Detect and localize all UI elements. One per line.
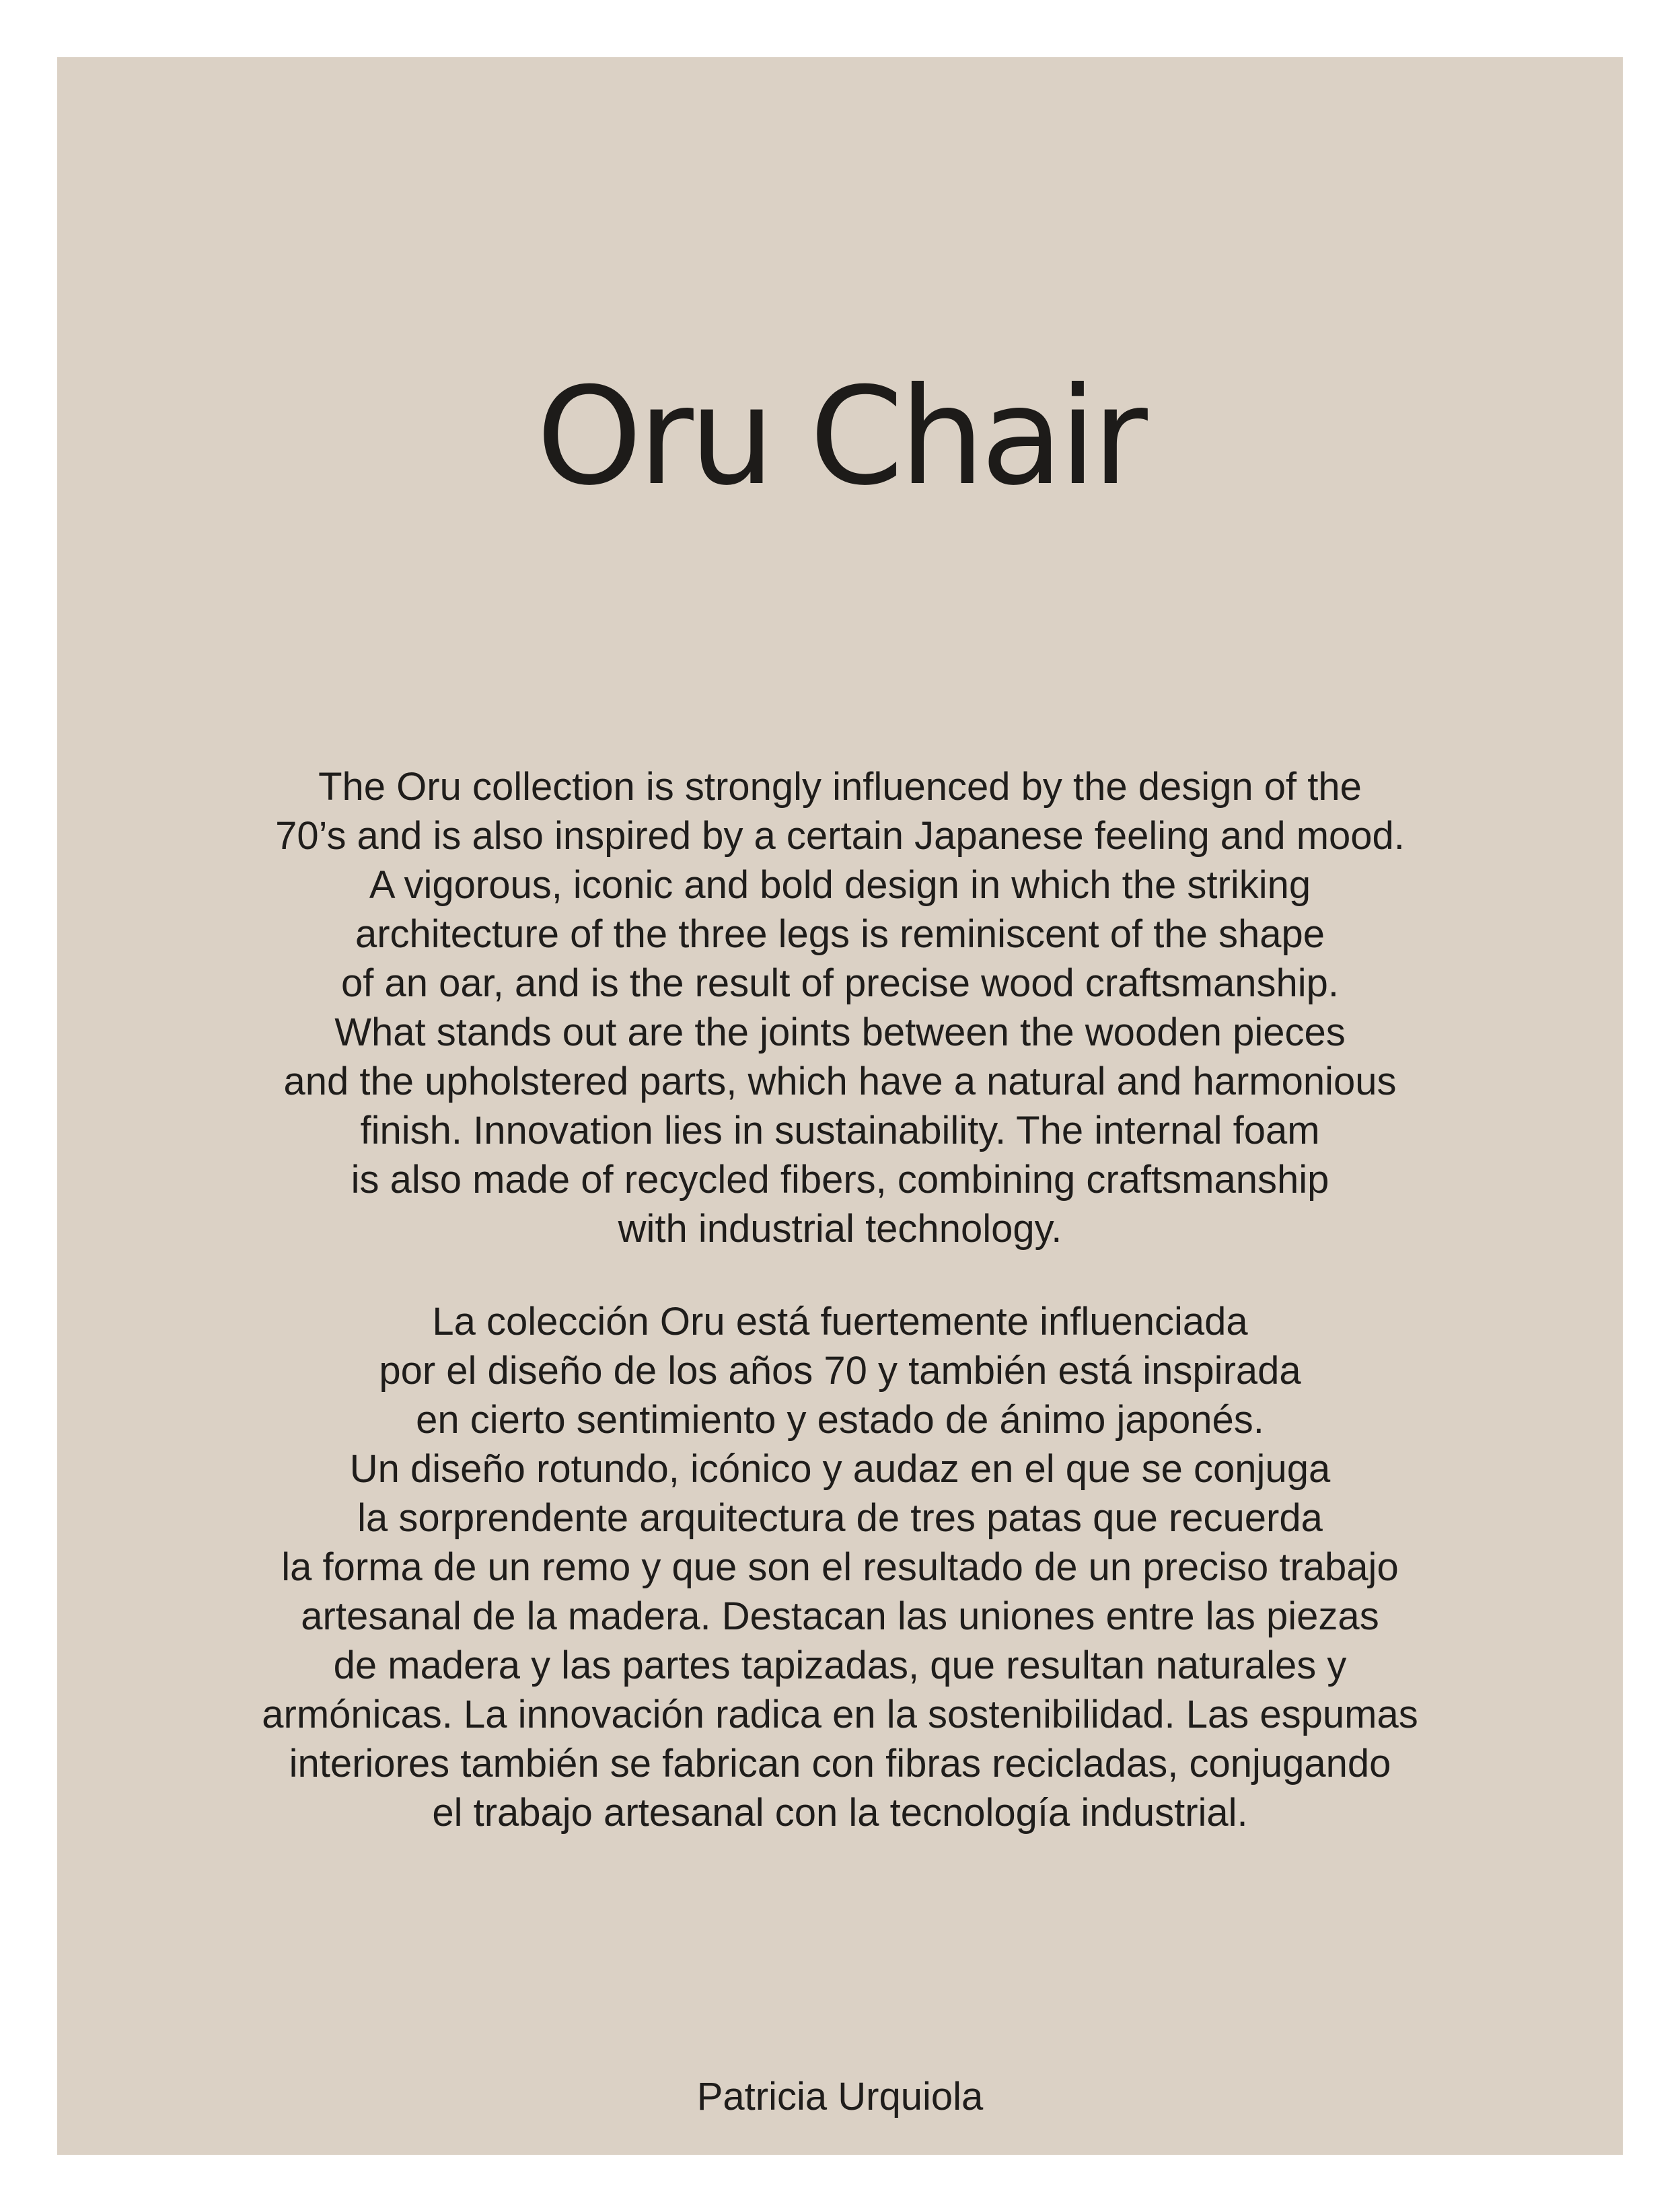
english-description xyxy=(57,762,1623,1253)
english-line: 70’s and is also inspired by a certain Japanese feeling and mood. xyxy=(275,814,1405,858)
spanish-line: armónicas. La innovación radica en la sostenibilidad. Las espumas xyxy=(262,1693,1418,1736)
english-line: and the upholstered parts, which have a natural and harmonious xyxy=(283,1060,1397,1103)
english-line: architecture of the three legs is reminiscent of the shape xyxy=(355,912,1325,956)
english-line: with industrial technology. xyxy=(618,1207,1062,1251)
spanish-line: artesanal de la madera. Destacan las uniones entre las piezas xyxy=(301,1594,1379,1638)
english-line: finish. Innovation lies in sustainability. The internal foam xyxy=(360,1109,1320,1152)
spanish-line: el trabajo artesanal con la tecnología industrial. xyxy=(432,1791,1248,1835)
english-line: The Oru collection is strongly influenced by the design of the xyxy=(318,765,1362,809)
designer-name: Patricia Urquiola xyxy=(696,2075,984,2118)
spanish-line: en cierto sentimiento y estado de ánimo japonés. xyxy=(416,1398,1264,1442)
spanish-description xyxy=(57,1297,1623,1837)
english-line: What stands out are the joints between the wooden pieces xyxy=(334,1010,1346,1054)
spanish-line: la forma de un remo y que son el resultado de un preciso trabajo xyxy=(281,1545,1399,1589)
spanish-line: de madera y las partes tapizadas, que resultan naturales y xyxy=(333,1644,1347,1687)
english-line: A vigorous, iconic and bold design in which the striking xyxy=(369,863,1311,907)
page-panel xyxy=(57,57,1623,2155)
spanish-line: La colección Oru está fuertemente influenciada xyxy=(432,1300,1248,1343)
spanish-line: interiores también se fabrican con fibras recicladas, conjugando xyxy=(289,1742,1391,1785)
page-title: Oru Chair xyxy=(536,359,1144,515)
english-line: is also made of recycled fibers, combining craftsmanship xyxy=(351,1158,1329,1202)
spanish-line: Un diseño rotundo, icónico y audaz en el que se conjuga xyxy=(349,1447,1331,1491)
spanish-line: por el diseño de los años 70 y también está inspirada xyxy=(379,1349,1301,1393)
spanish-line: la sorprendente arquitectura de tres patas que recuerda xyxy=(357,1496,1323,1540)
english-line: of an oar, and is the result of precise wood craftsmanship. xyxy=(340,961,1340,1005)
